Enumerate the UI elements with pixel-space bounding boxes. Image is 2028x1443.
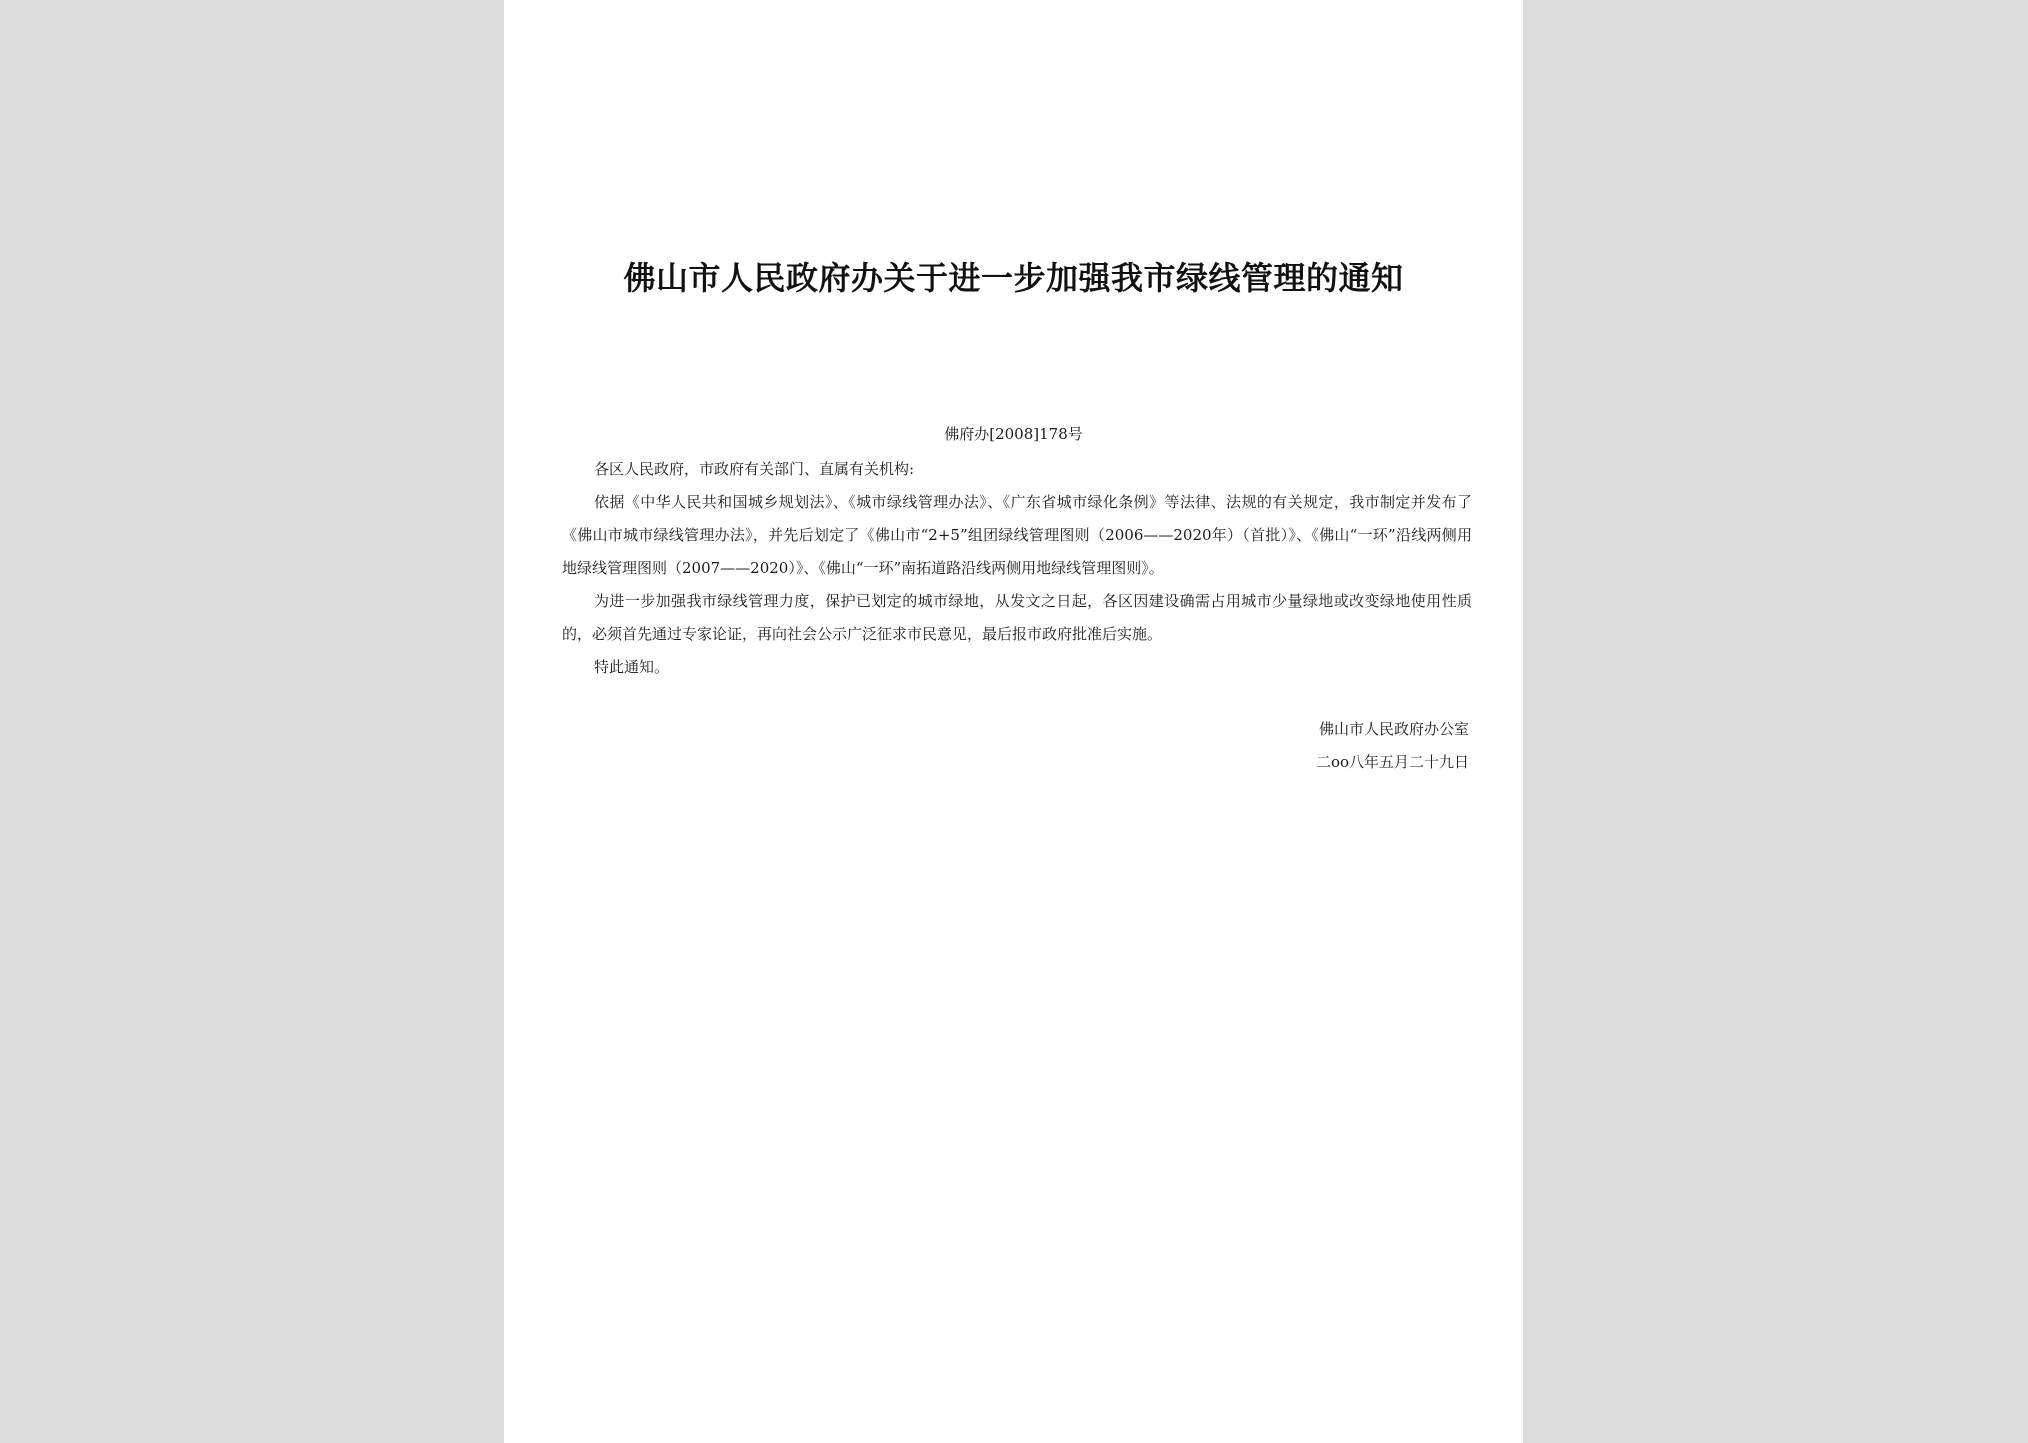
paragraph-legal-basis: 依据《中华人民共和国城乡规划法》、《城市绿线管理办法》、《广东省城市绿化条例》等法律、法规的有关规定，我市制定并发布了《佛山市城市绿线管理办法》，并先后划定了《佛山市“2+5”组团绿线管理图则（2006——2020年）（首批）》、《佛山“一环”沿线两侧用地绿线管理图则（2007——2020）》、《佛山“一环”南拓道路沿线两侧用地绿线管理图则》。 — [562, 493, 1472, 577]
salutation: 各区人民政府，市政府有关部门、直属有关机构: — [594, 460, 915, 478]
document-title: 佛山市人民政府办关于进一步加强我市绿线管理的通知 — [623, 259, 1404, 297]
issue-date: 二oo八年五月二十九日 — [1315, 753, 1469, 771]
document-page — [504, 0, 1523, 1443]
paragraph-requirement: 为进一步加强我市绿线管理力度，保护已划定的城市绿地，从发文之日起，各区因建设确需占用城市少量绿地或改变绿地使用性质的，必须首先通过专家论证，再向社会公示广泛征求市民意见，最后报市政府批准后实施。 — [562, 592, 1472, 643]
signature-block — [1316, 713, 1469, 779]
document-number: 佛府办[2008]178号 — [944, 425, 1083, 443]
issuer-name: 佛山市人民政府办公室 — [1318, 720, 1469, 738]
document-body — [562, 453, 1472, 684]
closing-remark: 特此通知。 — [594, 658, 670, 676]
